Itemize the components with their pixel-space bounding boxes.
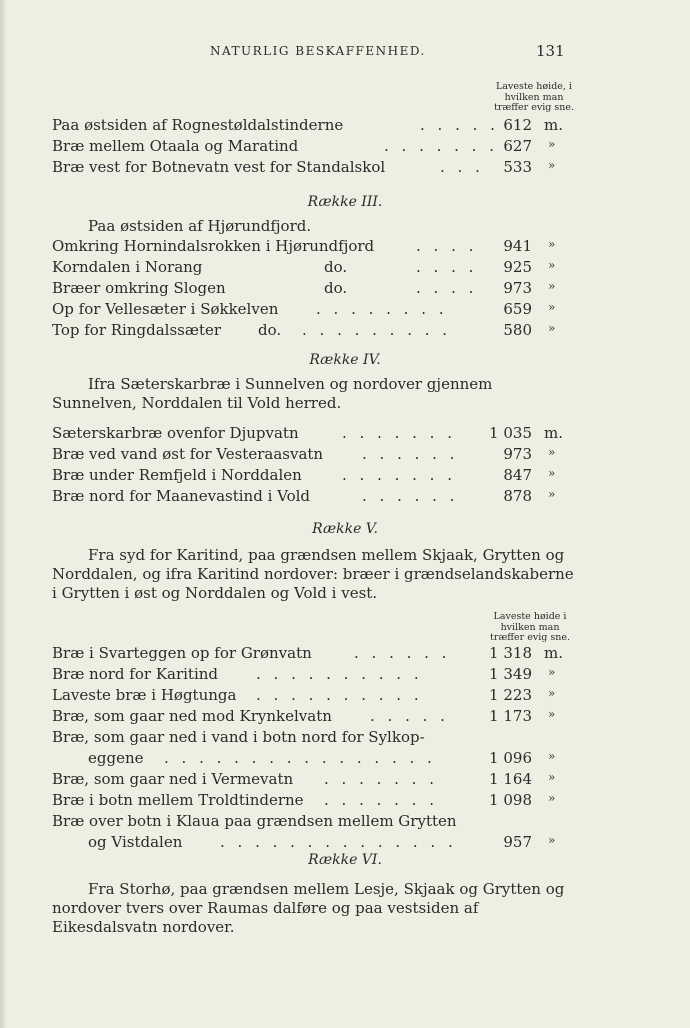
table-row	[52, 158, 574, 179]
column-note-line: Laveste høide, i	[496, 81, 572, 92]
row-value: 973	[503, 445, 532, 463]
row-unit: »	[548, 686, 556, 700]
row-label: Bræ, som gaar ned i Vermevatn	[52, 770, 294, 788]
row-label: og Vistdalen	[88, 833, 183, 851]
dot-leader: . . . . . . .	[384, 137, 498, 155]
row-unit: »	[548, 749, 556, 763]
section-heading-vi: Række VI.	[308, 852, 382, 868]
table-row	[52, 728, 574, 749]
table-row	[52, 812, 574, 833]
table-row	[52, 644, 574, 665]
column-note-line: træffer evig sne.	[490, 632, 570, 643]
row-value: 973	[503, 279, 532, 297]
column-note-line: Laveste høide i	[493, 611, 567, 622]
row-label: eggene	[88, 749, 144, 767]
dot-leader: . . . .	[416, 279, 478, 297]
table-row	[52, 279, 574, 300]
row-unit: »	[548, 445, 556, 459]
row-ditto: do.	[258, 321, 282, 339]
row-label: Bræ nord for Karitind	[52, 665, 219, 683]
row-unit: »	[548, 770, 556, 784]
dot-leader: . . . . . . .	[324, 791, 438, 809]
row-value: 1 173	[489, 707, 532, 725]
dot-leader: . . . .	[416, 237, 478, 255]
dot-leader: . . . . . . . .	[316, 300, 448, 318]
dot-leader: . . . . .	[370, 707, 449, 725]
row-label: Bræ mellem Otaala og Maratind	[52, 137, 299, 155]
section-heading-iv: Række IV.	[309, 352, 381, 368]
table-row	[52, 321, 574, 342]
dot-leader: . . . . . . . . . . . . . .	[220, 833, 457, 851]
section-heading-v: Række V.	[312, 521, 378, 537]
section-intro: Ifra Sæterskarbræ i Sunnelven og nordover gjennem Sunnelven, Norddalen til Vold herred.	[52, 375, 493, 412]
row-ditto: do.	[324, 258, 348, 276]
dot-leader: . . . .	[416, 258, 478, 276]
section-intro: Paa østsiden af Hjørundfjord.	[88, 217, 312, 235]
section-heading-iii: Række III.	[307, 194, 383, 210]
row-value: 1 318	[489, 644, 532, 662]
row-label: Sæterskarbræ ovenfor Djupvatn	[52, 424, 299, 442]
row-ditto: do.	[324, 279, 348, 297]
row-label: Paa østsiden af Rognestøldalstinderne	[52, 116, 344, 134]
dot-leader: . . . . . .	[354, 644, 451, 662]
dot-leader: . . . . . . .	[342, 424, 456, 442]
table-row	[52, 770, 574, 791]
row-value: 533	[503, 158, 532, 176]
row-unit: »	[548, 158, 556, 172]
dot-leader: . . . . . . . . . . . . . . . .	[164, 749, 436, 767]
row-unit: »	[548, 791, 556, 805]
section-intro: Fra syd for Karitind, paa grændsen mellem Skjaak, Grytten og Norddalen, og ifra Karitind nordover: bræer i grændselandskaberne i Grytten i øst og Norddalen og Vold i vest.	[52, 546, 574, 602]
table-row	[52, 707, 574, 728]
row-unit: »	[548, 321, 556, 335]
row-unit: »	[548, 665, 556, 679]
section-intro: Fra Storhø, paa grændsen mellem Lesje, Skjaak og Grytten og nordover tvers over Raumas dalføre og paa vestsiden af Eikesdalsvatn nordover.	[52, 880, 565, 936]
row-value: 1 035	[489, 424, 532, 442]
row-unit: »	[548, 279, 556, 293]
table-row	[52, 258, 574, 279]
column-note-line: hvilken man	[504, 91, 564, 103]
row-value: 1 098	[489, 791, 532, 809]
table-row	[52, 137, 574, 158]
dot-leader: . . .	[440, 158, 484, 176]
table-row	[52, 116, 574, 137]
dot-leader: . . . . . . .	[324, 770, 438, 788]
table-row	[52, 749, 574, 770]
row-unit: »	[548, 707, 556, 721]
table-row	[52, 445, 574, 466]
row-unit: »	[548, 833, 556, 847]
dot-leader: . . . . . . . . .	[302, 321, 452, 339]
table-row	[52, 833, 574, 854]
dot-leader: . . . . . . . . . .	[256, 686, 423, 704]
row-value: 878	[503, 487, 532, 505]
row-unit: »	[548, 237, 556, 251]
row-unit: m.	[544, 644, 563, 662]
column-note-bottom	[480, 612, 580, 644]
column-note-top	[484, 82, 584, 114]
row-value: 1 223	[489, 686, 532, 704]
row-unit: »	[548, 258, 556, 272]
row-label: Bræ nord for Maanevastind i Vold	[52, 487, 311, 505]
table-row	[52, 300, 574, 321]
column-note-line: hvilken man	[500, 621, 560, 633]
row-value: 925	[503, 258, 532, 276]
row-label: Bræ i botn mellem Troldtinderne	[52, 791, 304, 809]
row-unit: m.	[544, 424, 563, 442]
row-value: 1 096	[489, 749, 532, 767]
row-unit: »	[548, 466, 556, 480]
page-spine-shadow	[0, 0, 6, 1028]
row-label: Bræ under Remfjeld i Norddalen	[52, 466, 302, 484]
row-unit: m.	[544, 116, 563, 134]
table-row	[52, 466, 574, 487]
table-row	[52, 237, 574, 258]
table-row	[52, 791, 574, 812]
row-value: 941	[503, 237, 532, 255]
row-value: 847	[503, 466, 532, 484]
row-label: Bræ ved vand øst for Vesteraasvatn	[52, 445, 324, 463]
row-label: Laveste bræ i Høgtunga	[52, 686, 237, 704]
row-unit: »	[548, 300, 556, 314]
row-unit: »	[548, 137, 556, 151]
running-header: NATURLIG BESKAFFENHED.	[210, 44, 426, 58]
dot-leader: . . . . .	[420, 116, 499, 134]
dot-leader: . . . . . .	[362, 487, 459, 505]
dot-leader: . . . . . .	[362, 445, 459, 463]
table-row	[52, 686, 574, 707]
row-value: 627	[503, 137, 532, 155]
page-number: 131	[536, 42, 565, 60]
dot-leader: . . . . . . . . . .	[256, 665, 423, 683]
table-row	[52, 487, 574, 508]
table-row	[52, 665, 574, 686]
row-label: Bræ i Svarteggen op for Grønvatn	[52, 644, 312, 662]
row-label: Bræ, som gaar ned mod Krynkelvatn	[52, 707, 332, 725]
row-label: Top for Ringdalssæter	[52, 321, 222, 339]
table-row	[52, 424, 574, 445]
row-label: Bræer omkring Slogen	[52, 279, 226, 297]
row-unit: »	[548, 487, 556, 501]
row-label: Omkring Hornindalsrokken i Hjørundfjord	[52, 237, 375, 255]
dot-leader: . . . . . . .	[342, 466, 456, 484]
row-value: 659	[503, 300, 532, 318]
row-label: Op for Vellesæter i Søkkelven	[52, 300, 279, 318]
row-value: 612	[503, 116, 532, 134]
row-label: Bræ, som gaar ned i vand i botn nord for Sylkop-	[52, 728, 425, 746]
row-value: 1 164	[489, 770, 532, 788]
row-label: Bræ vest for Botnevatn vest for Standalskol	[52, 158, 386, 176]
row-value: 957	[503, 833, 532, 851]
column-note-line: træffer evig sne.	[494, 102, 574, 113]
row-value: 1 349	[489, 665, 532, 683]
row-label: Bræ over botn i Klaua paa grændsen mellem Grytten	[52, 812, 457, 830]
row-label: Korndalen i Norang	[52, 258, 203, 276]
row-value: 580	[503, 321, 532, 339]
